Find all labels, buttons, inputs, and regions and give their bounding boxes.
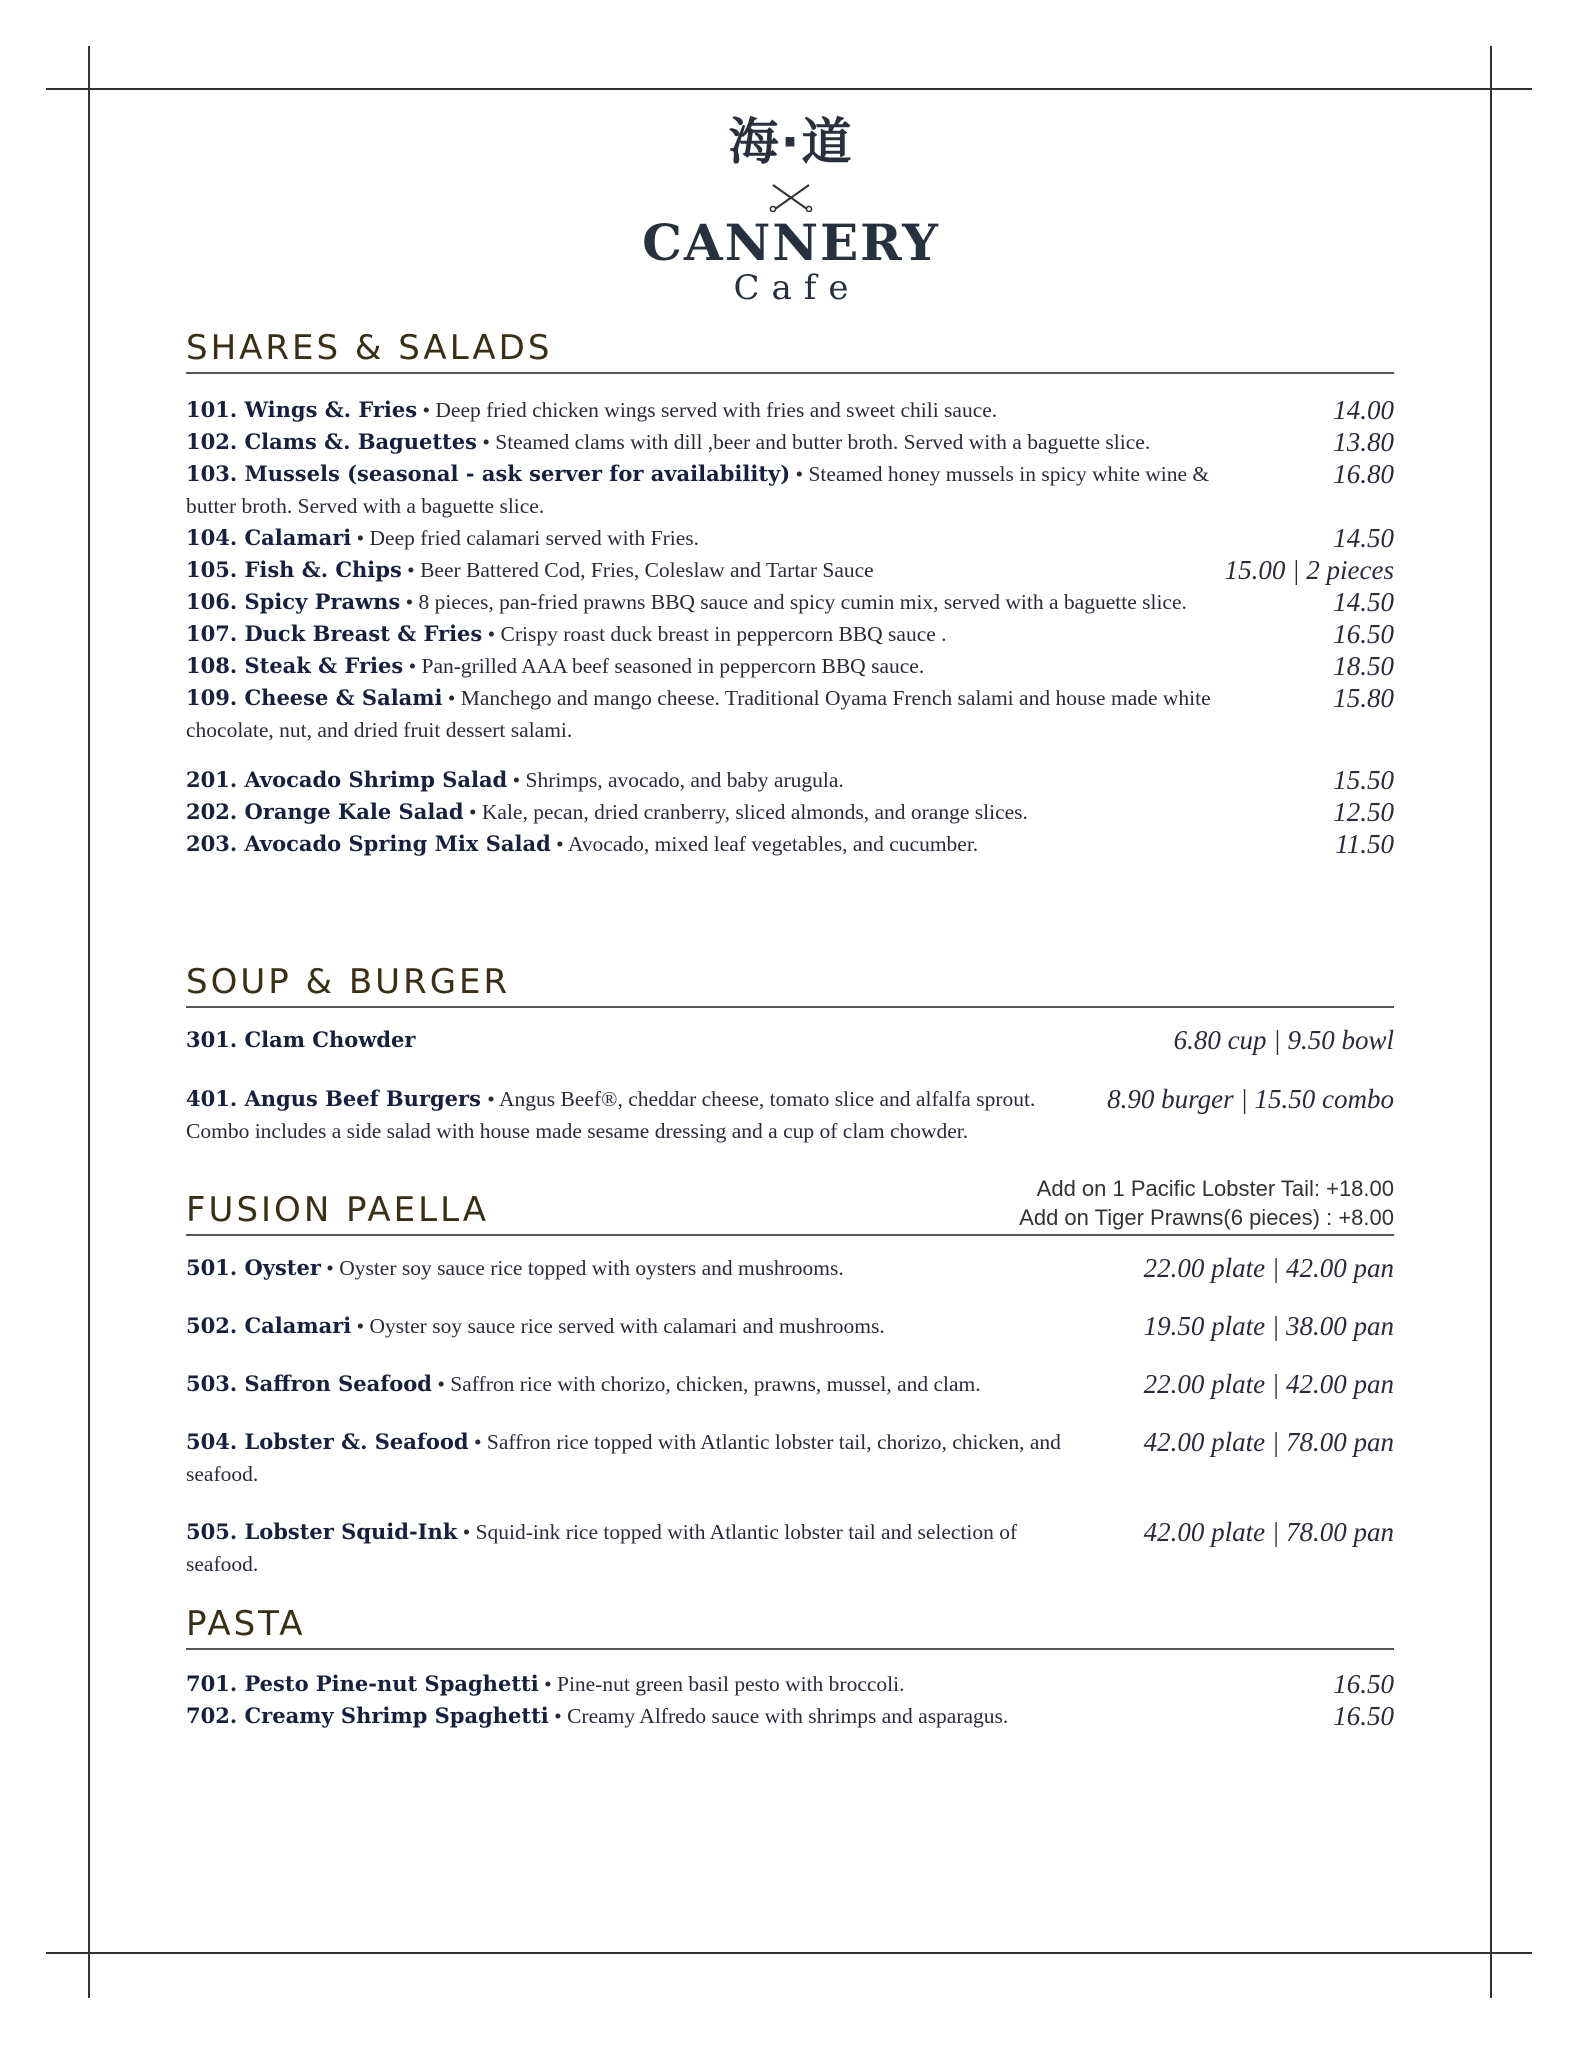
list-item: [186, 426, 1394, 458]
item-description: Manchego and mango cheese. Traditional Oyama French salami and house made white chocolate, nut, and dried fruit dessert salami.: [186, 686, 1211, 742]
list-item: [186, 1368, 1394, 1400]
item-separator: •: [431, 1372, 451, 1396]
item-description: 8 pieces, pan-fried prawns BBQ sauce and spicy cumin mix, served with a baguette slice.: [418, 590, 1187, 614]
section-header: [186, 1176, 1394, 1236]
list-item: [186, 1426, 1394, 1490]
item-separator: •: [507, 768, 526, 792]
list-item: [186, 618, 1394, 650]
item-description: Squid-ink rice topped with Atlantic lobster tail and selection of seafood.: [186, 1520, 1018, 1576]
crop-mark: [46, 88, 1532, 90]
item-price: 14.50: [1333, 523, 1394, 553]
item-separator: •: [457, 1520, 476, 1544]
section-soup-burger: [186, 960, 1394, 1147]
item-separator: •: [482, 622, 501, 646]
item-description: Deep fried calamari served with Fries.: [369, 526, 700, 550]
section-title: FUSION PAELLA: [186, 1190, 490, 1230]
item-separator: •: [463, 800, 482, 824]
item-price: 12.50: [1333, 797, 1394, 827]
item-description: Steamed clams with dill ,beer and butter broth. Served with a baguette slice.: [495, 430, 1151, 454]
menu-list: [186, 1668, 1394, 1732]
section-title: SHARES & SALADS: [186, 328, 553, 368]
item-separator: •: [351, 526, 370, 550]
item-description: Oyster soy sauce rice served with calamari and mushrooms.: [369, 1314, 885, 1338]
list-item: [186, 1252, 1394, 1284]
item-name: 102. Clams &. Baguettes: [186, 429, 477, 454]
item-separator: •: [320, 1256, 340, 1280]
item-name: 401. Angus Beef Burgers: [186, 1086, 481, 1111]
list-item: [186, 522, 1394, 554]
item-name: 301. Clam Chowder: [186, 1027, 416, 1052]
item-name: 101. Wings &. Fries: [186, 397, 418, 422]
section-pasta: [186, 1602, 1394, 1732]
list-item: [186, 1700, 1394, 1732]
addon-lobster: Add on 1 Pacific Lobster Tail: +18.00: [1036, 1176, 1394, 1201]
item-description: Pine-nut green basil pesto with broccoli.: [556, 1672, 905, 1696]
crop-mark: [46, 1952, 1532, 1954]
item-description: Saffron rice with chorizo, chicken, prawns, mussel, and clam.: [450, 1372, 981, 1396]
item-name: 109. Cheese & Salami: [186, 685, 443, 710]
section-header: [186, 1602, 1394, 1650]
item-price: 11.50: [1335, 829, 1394, 859]
item-separator: •: [417, 398, 436, 422]
section-fusion-paella: [186, 1176, 1394, 1580]
item-price: 16.50: [1333, 1669, 1394, 1699]
item-description: Oyster soy sauce rice topped with oysters and mushrooms.: [339, 1256, 844, 1280]
list-item: [186, 764, 1394, 796]
section-shares-salads: [186, 326, 1394, 860]
item-name: 201. Avocado Shrimp Salad: [186, 767, 508, 792]
item-name: 107. Duck Breast & Fries: [186, 621, 483, 646]
item-separator: •: [442, 686, 461, 710]
list-item: [186, 828, 1394, 860]
crossed-hooks-icon: [769, 182, 813, 212]
item-separator: •: [538, 1672, 557, 1696]
item-separator: •: [487, 1087, 500, 1111]
item-price: 22.00 plate | 42.00 pan: [1143, 1369, 1394, 1399]
item-separator: •: [468, 1430, 487, 1454]
paella-addons: [1019, 1174, 1394, 1232]
item-description: Deep fried chicken wings served with fries and sweet chili sauce.: [435, 398, 998, 422]
section-title: PASTA: [186, 1604, 306, 1644]
item-price: 22.00 plate | 42.00 pan: [1143, 1253, 1394, 1283]
item-description: Steamed honey mussels in spicy white wine & butter broth. Served with a baguette slice.: [186, 462, 1210, 518]
item-name: 502. Calamari: [186, 1313, 352, 1338]
list-item: [186, 394, 1394, 426]
list-item: [186, 682, 1394, 746]
item-description: Pan-grilled AAA beef seasoned in peppercorn BBQ sauce.: [421, 654, 925, 678]
item-name: 203. Avocado Spring Mix Salad: [186, 831, 551, 856]
item-price: 16.80: [1333, 459, 1394, 489]
brand-name: CANNERY: [642, 213, 940, 272]
list-item: [186, 554, 1394, 586]
item-separator: •: [790, 462, 809, 486]
item-price: 42.00 plate | 78.00 pan: [1143, 1517, 1394, 1547]
item-name: 108. Steak & Fries: [186, 653, 404, 678]
item-name: 103. Mussels (seasonal - ask server for availability): [186, 461, 791, 486]
item-price: 14.50: [1333, 587, 1394, 617]
item-separator: •: [400, 590, 419, 614]
item-separator: •: [403, 654, 422, 678]
item-price: 8.90 burger | 15.50 combo: [1107, 1084, 1394, 1114]
item-separator: •: [476, 430, 496, 454]
item-price: 13.80: [1333, 427, 1394, 457]
menu-list: [186, 394, 1394, 746]
item-name: 104. Calamari: [186, 525, 352, 550]
menu-list: [186, 1252, 1394, 1580]
item-name: 503. Saffron Seafood: [186, 1371, 432, 1396]
item-name: 105. Fish &. Chips: [186, 557, 402, 582]
list-item: [186, 586, 1394, 618]
menu-list: [186, 764, 1394, 860]
item-price: 16.50: [1333, 619, 1394, 649]
item-description: Crispy roast duck breast in peppercorn BBQ sauce .: [500, 622, 947, 646]
item-description: Angus Beef®, cheddar cheese, tomato slice and alfalfa sprout. Combo includes a side salad with house made sesame dressing and a cup of clam chowder.: [186, 1087, 1036, 1143]
crop-mark: [1490, 46, 1492, 1998]
list-item: [186, 1083, 1394, 1147]
item-name: 701. Pesto Pine-nut Spaghetti: [186, 1671, 539, 1696]
item-description: Shrimps, avocado, and baby arugula.: [525, 768, 844, 792]
item-description: Creamy Alfredo sauce with shrimps and asparagus.: [567, 1704, 1009, 1728]
list-item: [186, 1310, 1394, 1342]
item-price: 14.00: [1333, 395, 1394, 425]
item-price: 15.50: [1333, 765, 1394, 795]
item-price: 16.50: [1333, 1701, 1394, 1731]
list-item: [186, 796, 1394, 828]
item-name: 106. Spicy Prawns: [186, 589, 401, 614]
logo-cjk-mark: 海·道: [728, 113, 854, 171]
item-price: 15.00 | 2 pieces: [1224, 555, 1394, 585]
section-title: SOUP & BURGER: [186, 962, 511, 1002]
item-description: Beer Battered Cod, Fries, Coleslaw and Tartar Sauce: [420, 558, 874, 582]
item-separator: •: [548, 1704, 568, 1728]
list-item: [186, 458, 1394, 522]
item-description: Kale, pecan, dried cranberry, sliced almonds, and orange slices.: [481, 800, 1028, 824]
item-price: 18.50: [1333, 651, 1394, 681]
brand-subtitle: Cafe: [733, 268, 861, 308]
item-description: Avocado, mixed leaf vegetables, and cucumber.: [567, 832, 979, 856]
item-name: 202. Orange Kale Salad: [186, 799, 464, 824]
item-description: Saffron rice topped with Atlantic lobster tail, chorizo, chicken, and seafood.: [186, 1430, 1061, 1486]
section-header: [186, 960, 1394, 1008]
item-price: 19.50 plate | 38.00 pan: [1143, 1311, 1394, 1341]
item-separator: •: [550, 832, 568, 856]
crop-mark: [88, 46, 90, 1998]
item-price: 15.80: [1333, 683, 1394, 713]
section-header: [186, 326, 1394, 374]
list-item: [186, 650, 1394, 682]
list-item: [186, 1668, 1394, 1700]
item-name: 505. Lobster Squid-Ink: [186, 1519, 458, 1544]
item-separator: •: [401, 558, 421, 582]
addon-prawns: Add on Tiger Prawns(6 pieces) : +8.00: [1019, 1205, 1394, 1230]
list-item: [186, 1516, 1394, 1580]
item-name: 501. Oyster: [186, 1255, 321, 1280]
item-name: 702. Creamy Shrimp Spaghetti: [186, 1703, 549, 1728]
item-name: 504. Lobster &. Seafood: [186, 1429, 469, 1454]
item-price: 42.00 plate | 78.00 pan: [1143, 1427, 1394, 1457]
item-price: 6.80 cup | 9.50 bowl: [1173, 1025, 1394, 1055]
logo: [0, 112, 1582, 306]
item-separator: •: [351, 1314, 370, 1338]
list-item: [186, 1024, 1394, 1056]
